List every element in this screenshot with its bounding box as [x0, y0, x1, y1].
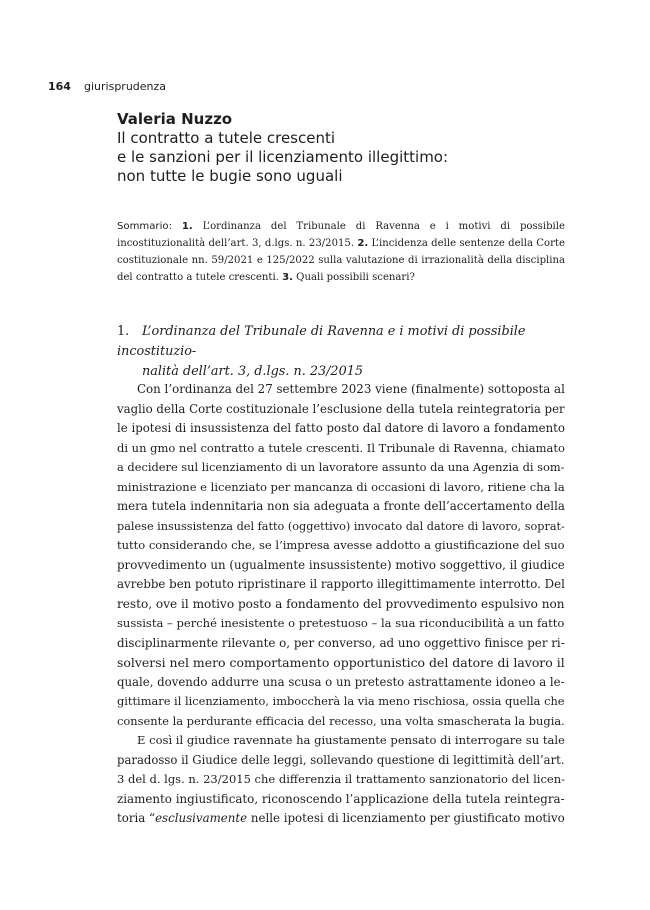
body-line-14: disciplinarmente rilevante o, per converso, ad uno oggettivo finisce per ri-	[117, 635, 565, 650]
summary-item-2-number: 2.	[357, 238, 369, 249]
body-line-7: mera tutela indennitaria non sia adeguata a fronte dell’accertamento della	[117, 499, 565, 513]
body-line-18: consente la perdurante efficacia del recesso, una volta smascherata la bugia.	[117, 713, 565, 728]
body-line-17: gittimare il licenziamento, imboccherà la via meno rischiosa, ossia quella che	[117, 694, 565, 708]
body-line-4: di un gmo nel contratto a tutele crescenti. Il Tribunale di Ravenna, chiamato	[117, 440, 565, 455]
body-line-10: provvedimento un (ugualmente insussistente) motivo soggettivo, il giudice	[117, 557, 565, 572]
body-line-5: a decidere sul licenziamento di un lavoratore assunto da una Agenzia di som-	[117, 460, 565, 474]
body-line-1: Con l’ordinanza del 27 settembre 2023 viene (finalmente) sottoposta al	[137, 382, 565, 396]
section-1-number: 1.	[117, 324, 130, 339]
body-line-20: paradosso il Giudice delle leggi, sollevando questione di legittimità dell’art.	[117, 752, 565, 767]
body-line-16: quale, dovendo addurre una scusa o un pretesto astrattamente idoneo a le-	[117, 674, 565, 689]
body-line-13: sussista – perché inesistente o pretestuoso – la sua riconducibilità a un fatto	[117, 616, 565, 630]
summary-item-3-number: 3.	[282, 272, 293, 283]
body-line-12: resto, ove il motivo posto a fondamento del provvedimento espulsivo non	[117, 596, 565, 611]
journal-section-name: giurisprudenza	[84, 80, 167, 93]
summary-item-2-text: L’incidenza delle sentenze della Corte costituzionale nn. 59/2021 e 125/2022 sulla valutazione di irrazionalità della disciplina del contratto a tutele crescenti.	[117, 238, 565, 283]
body-line-21: 3 del d. lgs. n. 23/2015 che differenzia il trattamento sanzionatorio del licen-	[117, 772, 566, 786]
body-line-15: solversi nel mero comportamento opportunistico del datore di lavoro il	[117, 655, 565, 670]
page-number: 164	[48, 80, 71, 93]
body-line-11: avrebbe ben potuto ripristinare il rapporto illegittimamente interrotto. Del	[117, 577, 565, 591]
body-text	[117, 380, 565, 829]
body-line-2: vaglio della Corte costituzionale l’esclusione della tutela reintegratoria per	[117, 401, 565, 416]
summary-item-1-text: L’ordinanza del Tribunale di Ravenna e i motivi di possibile incostituzionalità dell’art. 3, d.lgs. n. 23/2015.	[117, 221, 565, 249]
running-head	[48, 80, 166, 94]
body-line-19: E così il giudice ravennate ha giustamente pensato di interrogare su tale	[137, 733, 565, 747]
body-line-23	[117, 809, 565, 829]
section-1-title-line-1: L’ordinanza del Tribunale di Ravenna e i motivi di possibile incostituzio-	[117, 324, 526, 359]
body-line-8: palese insussistenza del fatto (oggettivo) invocato dal datore di lavoro, soprat-	[117, 519, 565, 533]
body-line-3: le ipotesi di insussistenza del fatto posto dal datore di lavoro a fondamento	[117, 421, 565, 435]
summary-label: Sommario:	[117, 221, 172, 232]
article-summary	[117, 218, 565, 286]
body-line-22: ziamento ingiustificato, riconoscendo l’applicazione della tutela reintegra-	[117, 791, 565, 806]
article-header	[117, 110, 448, 186]
article-title-line-1: Il contratto a tutele crescenti	[117, 129, 336, 147]
body-line-23-italic: esclusivamente	[155, 811, 248, 825]
body-line-23-end: nelle ipotesi di licenziamento per giustificato motivo	[247, 811, 565, 825]
body-line-9: tutto considerando che, se l’impresa avesse addotto a giustificazione del suo	[117, 538, 565, 552]
section-1-title-line-2: nalità dell’art. 3, d.lgs. n. 23/2015	[142, 364, 364, 379]
summary-item-3-text: Quali possibili scenari?	[296, 272, 415, 283]
section-1-heading	[117, 322, 565, 382]
article-title-line-3: non tutte le bugie sono uguali	[117, 167, 343, 185]
summary-item-1-number: 1.	[181, 221, 193, 232]
article-author: Valeria Nuzzo	[117, 110, 233, 128]
body-line-6: ministrazione e licenziato per mancanza di occasioni di lavoro, ritiene cha la	[117, 479, 565, 494]
body-line-23-start: toria “	[117, 811, 156, 825]
article-title-line-2: e le sanzioni per il licenziamento illegittimo:	[117, 148, 449, 166]
